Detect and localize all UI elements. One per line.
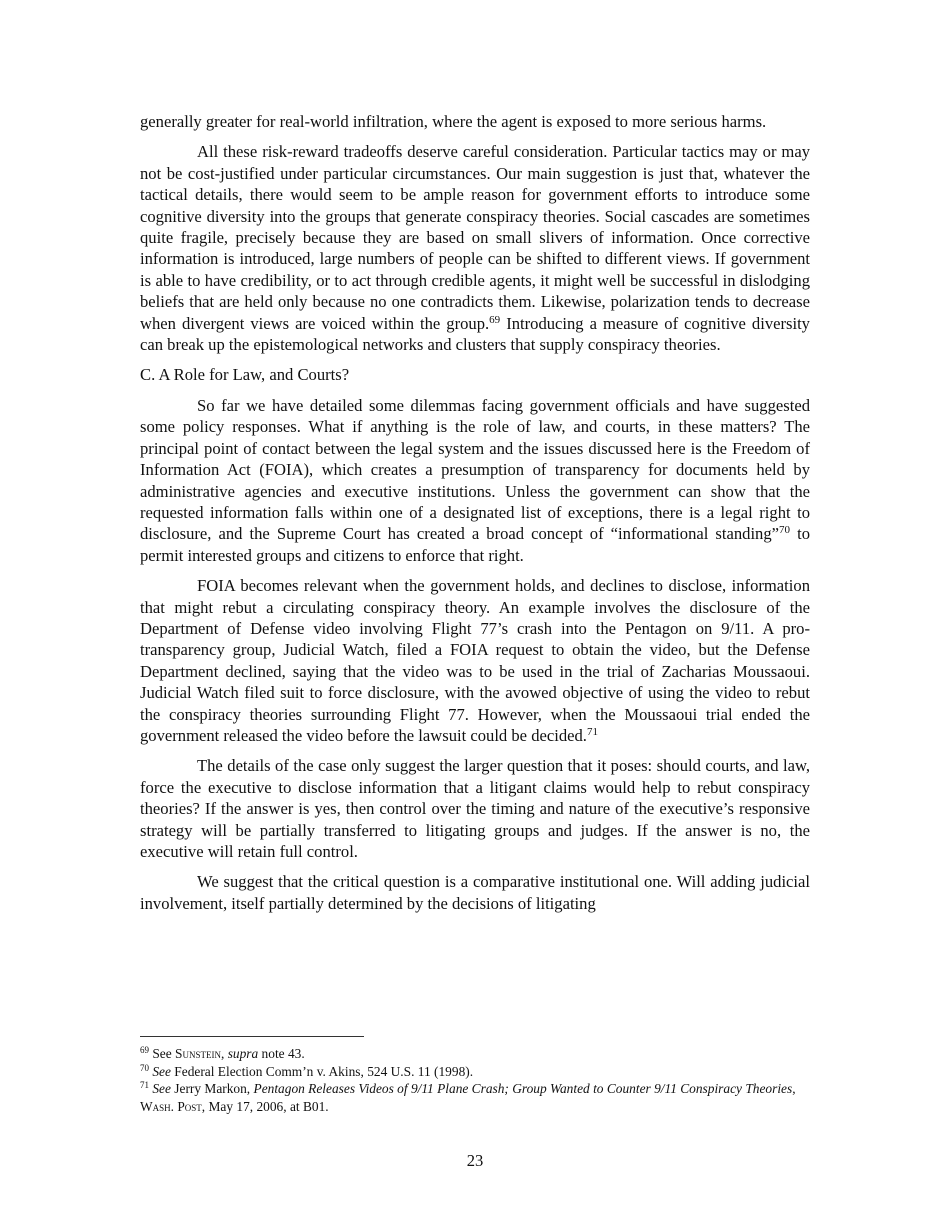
footnote-ref-71[interactable]: 71	[586, 725, 598, 738]
footnote-divider	[140, 1036, 364, 1037]
footnote-ref-70[interactable]: 70	[779, 524, 791, 537]
paragraph-4: FOIA becomes relevant when the government holds, and declines to disclose, information that might rebut a circulating conspiracy theory. An example involves the disclosure of the Department of Defense video involving Flight 77’s crash into the Pentagon on 9/11. A pro-transparency group, Judicial Watch, filed a FOIA request to obtain the video, but the Defense Department declined, saying that the video was to be used in the trial of Zacharias Moussaoui. Judicial Watch filed suit to force disclosure, with the avowed objective of using the video to rebut the conspiracy theories surrounding Flight 77. However, when the Moussaoui trial ended the government released the video before the lawsuit could be decided.$^{71}$	[140, 576, 810, 745]
footnote-ref-69[interactable]: 69	[489, 313, 501, 326]
paragraph-1: generally greater for real-world infiltration, where the agent is exposed to more serious harms.	[140, 112, 767, 131]
body-text	[140, 111, 810, 914]
page-number: 23	[466, 1151, 484, 1170]
footnote-70: $^{70}$ See Federal Election Comm’n v. Akins, 524 U.S. 11 (1998).	[140, 1062, 474, 1079]
footnote-71: $^{71}$ See Jerry Markon, Pentagon Releases Videos of 9/11 Plane Crash; Group Wanted to Counter 9/11 Conspiracy Theories, Wash. Post, May 17, 2006, at B01.	[140, 1080, 796, 1114]
paragraph-3: So far we have detailed some dilemmas facing government officials and have suggested some policy responses. What if anything is the role of law, and courts, in these matters? The principal point of contact between the legal system and the issues discussed here is the Freedom of Information Act (FOIA), which creates a presumption of transparency for documents held by administrative agencies and executive institutions. Unless the government can show that the requested information falls within one of a designated list of exceptions, there is a legal right to disclosure, and the Supreme Court has created a broad concept of “informational standing”$^{70}$ to permit interested groups and citizens to enforce that right.	[140, 395, 810, 565]
paragraph-6: We suggest that the critical question is a comparative institutional one. Will adding judicial involvement, itself partially determined by the decisions of litigating	[140, 872, 810, 913]
footnotes	[140, 1045, 810, 1115]
footnote-69: $^{69}$ See Sunstein, supra note 43.	[140, 1045, 305, 1061]
paragraph-5: The details of the case only suggest the larger question that it poses: should courts, and law, force the executive to disclose information that a litigant claims would help to rebut conspiracy theories? If the answer is yes, then control over the timing and nature of the executive’s responsive strategy will be partially transferred to litigating groups and judges. If the answer is no, the executive will retain full control.	[140, 756, 810, 861]
section-heading: C. A Role for Law, and Courts?	[140, 365, 350, 385]
paragraph-2: All these risk-reward tradeoffs deserve careful consideration. Particular tactics may or may not be cost-justified under particular circumstances. Our main suggestion is just that, whatever the tactical details, there would seem to be ample reason for government efforts to introduce some cognitive diversity into the groups that generate conspiracy theories. Social cascades are sometimes quite fragile, precisely because they are based on small slivers of information. Once corrective information is introduced, large numbers of people can be shifted to different views. If government is able to have credibility, or to act through credible agents, it might well be successful in dislodging beliefs that are held only because no one contradicts them. Likewise, polarization tends to decrease when divergent views are voiced within the group.$^{69}$ Introducing a measure of cognitive diversity can break up the epistemological networks and clusters that supply conspiracy theories.	[140, 142, 810, 355]
